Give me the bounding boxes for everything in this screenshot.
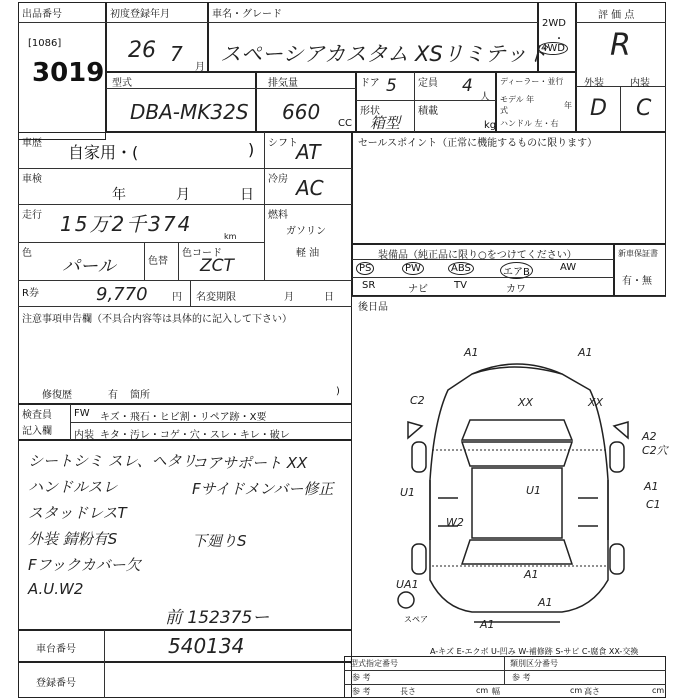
mileage-value: 15万2千374: [60, 212, 193, 236]
left-mirror: [408, 422, 422, 438]
height-label: 高さ: [584, 687, 600, 696]
damage-mark: XX: [518, 396, 534, 409]
sales-label: セールスポイント（正常に機能するものに限ります）: [358, 138, 598, 149]
repair-value: 有: [108, 390, 118, 401]
month-suffix: 月: [195, 62, 205, 73]
spare-label: スペア: [404, 615, 428, 624]
roof: [472, 468, 562, 538]
fw-items: キズ・飛石・ヒビ割・リペア跡・X要: [100, 412, 267, 423]
fw-label: FW: [74, 408, 90, 419]
damage-mark: XX: [588, 396, 604, 409]
warranty-label: 新車保証書: [618, 249, 658, 258]
name-change-label: 名変期限: [196, 292, 236, 303]
dealer-label: ディーラー・並行: [500, 77, 564, 86]
height-unit: cm: [652, 686, 665, 695]
damage-mark: UA1: [396, 578, 419, 591]
equipment-item: AW: [560, 262, 577, 273]
name-change-month: 月: [284, 292, 294, 303]
car-name: スペーシアカスタム XSリミテッド: [220, 42, 548, 66]
lot-number: 3019: [32, 58, 105, 88]
load-label: 積載: [418, 106, 438, 117]
equipment-item: TV: [454, 280, 467, 291]
r-label: R券: [22, 288, 39, 299]
remark-line: Fフックカバー欠: [28, 556, 141, 574]
capacity-unit: 人: [480, 92, 490, 103]
shape-label: 形状: [360, 106, 380, 117]
repair-label: 修復歴: [42, 390, 72, 401]
model-label: 型式: [112, 78, 132, 89]
remark-line: 外装 錆粉有S: [28, 530, 118, 548]
remark-line: スタッドレスT: [28, 504, 127, 522]
inspection-day: 日: [240, 187, 254, 203]
ref-label-3: 参 考: [352, 687, 371, 696]
remark-line-right: Fサイドメンバー修正: [192, 480, 334, 498]
modelyear-suffix: 年: [564, 101, 572, 110]
r-value: 9,770: [96, 284, 148, 305]
equipment-item: ABS: [448, 262, 474, 275]
disp-unit: CC: [338, 118, 352, 129]
model-value: DBA-MK32S: [130, 100, 249, 124]
ref-label-2: 参 考: [512, 673, 531, 682]
chassis-label: 車台番号: [36, 644, 76, 655]
odo-note: 前 152375ー: [165, 608, 270, 628]
notes-label: 注意事項申告欄（不具合内容等は具体的に記入して下さい）: [22, 314, 292, 325]
fuel-light: 軽 油: [296, 248, 320, 259]
width-label: 幅: [492, 687, 500, 696]
grade-value: R: [610, 28, 631, 63]
grade-label: 評 価 点: [598, 10, 635, 21]
windshield: [462, 442, 572, 466]
remark-line-right: 下廻りS: [192, 532, 247, 550]
equipment-item: ナビ: [408, 284, 428, 295]
damage-mark: A1: [464, 346, 479, 359]
fuel-label: 燃料: [268, 210, 288, 221]
mileage-label: 走行: [22, 210, 42, 221]
wheel-fr: [610, 442, 624, 472]
equipment-item: カワ: [506, 284, 526, 295]
cooler-value: AC: [296, 176, 324, 200]
reg-month: 7: [170, 42, 183, 66]
history-value: 自家用・(: [68, 143, 139, 162]
color-code-value: ZCT: [200, 256, 234, 276]
rear-window: [462, 540, 572, 564]
color-change-label: 色替: [148, 256, 168, 267]
damage-mark: A1: [524, 568, 539, 581]
rear-seat-label: 後日品: [358, 302, 388, 313]
doors-value: 5: [386, 76, 397, 96]
equipment-item: PW: [402, 262, 424, 275]
cooler-label: 冷房: [268, 174, 288, 185]
capacity-value: 4: [462, 76, 473, 96]
color-value: パール: [62, 256, 116, 277]
shift-value: AT: [296, 140, 321, 164]
capacity-label: 定員: [418, 78, 438, 89]
inspection-label: 車検: [22, 174, 42, 185]
inspector-label2: 記入欄: [22, 426, 52, 437]
int-insp-label: 内装: [74, 430, 94, 441]
fuel-gas: ガソリン: [286, 226, 326, 237]
damage-mark: U1: [526, 484, 542, 497]
model-designation-label: 型式指定番号: [350, 659, 398, 668]
color-label: 色: [22, 248, 32, 259]
ext-value: D: [590, 96, 607, 121]
length-label: 長さ: [400, 687, 416, 696]
lot-sub: [1086]: [28, 38, 62, 49]
damage-mark: A1: [644, 480, 659, 493]
load-unit: kg: [484, 120, 497, 131]
history-close: ): [248, 140, 255, 159]
repair-place: 箇所: [130, 390, 150, 401]
remark-line: ハンドルスレ: [28, 478, 118, 496]
equipment-item: SR: [362, 280, 376, 291]
damage-mark: W2: [446, 516, 464, 529]
remark-line-right: コアサポート XX: [192, 454, 308, 472]
front-bumper: [472, 364, 562, 374]
registration-label: 登録番号: [36, 678, 76, 689]
doors-label: ドア: [360, 78, 380, 89]
damage-mark: A1: [480, 618, 495, 631]
right-mirror: [614, 422, 628, 438]
inspection-month: 月: [176, 187, 190, 203]
reg-year: 26: [128, 38, 156, 63]
warranty-value: 有・無: [622, 276, 652, 287]
shape-value: 箱型: [370, 114, 401, 132]
damage-mark: A1: [578, 346, 593, 359]
ext-label: 外装: [584, 78, 604, 89]
int-value: C: [636, 96, 652, 121]
wheel-rl: [412, 544, 426, 574]
car-damage-diagram: [352, 330, 672, 640]
damage-legend: A-キズ E-エクボ U-凹み W-補修跡 S-サビ C-腐食 XX-交換: [430, 647, 639, 656]
handle-label: ハンドル 左・右: [500, 119, 559, 128]
equipment-label: 装備品（純正品に限り○をつけてください）: [378, 250, 577, 261]
drive-4wd: 4WD: [538, 42, 568, 55]
ref-label-1: 参 考: [352, 673, 371, 682]
shift-label: シフト: [268, 138, 298, 149]
remark-line: シートシミ スレ、ヘタリ: [28, 452, 197, 470]
repair-close: ): [336, 386, 340, 397]
category-label: 類別区分番号: [510, 659, 558, 668]
damage-mark: A2: [642, 430, 657, 443]
color-code-label: 色コード: [182, 248, 222, 259]
damage-mark: C2穴: [642, 444, 668, 457]
drive-dot: ・: [554, 34, 564, 45]
disp-label: 排気量: [268, 78, 298, 89]
inspector-label1: 検査員: [22, 410, 52, 421]
chassis-value: 540134: [168, 634, 245, 658]
r-unit: 円: [172, 292, 182, 303]
disp-value: 660: [282, 100, 321, 124]
lot-label: 出品番号: [22, 9, 62, 20]
modelyear-label: モデル 年式: [500, 95, 535, 115]
length-unit: cm: [476, 686, 489, 695]
damage-mark: C2: [410, 394, 425, 407]
damage-mark: A1: [538, 596, 553, 609]
int-label: 内装: [630, 78, 650, 89]
mileage-unit: km: [224, 232, 237, 241]
equipment-item: エアB: [500, 262, 533, 279]
width-unit: cm: [570, 686, 583, 695]
wheel-rr: [610, 544, 624, 574]
inspection-year: 年: [112, 187, 126, 203]
remark-line: A.U.W2: [28, 580, 84, 598]
name-label: 車名・グレード: [212, 9, 282, 20]
int-items: キタ・汚レ・コゲ・穴・スレ・キレ・破レ: [100, 430, 290, 441]
reg-label: 初度登録年月: [110, 9, 170, 20]
wheel-fl: [412, 442, 426, 472]
drive-2wd: 2WD: [542, 18, 566, 29]
damage-mark: C1: [646, 498, 661, 511]
history-label: 車歴: [22, 138, 42, 149]
damage-mark: U1: [400, 486, 416, 499]
spare-tire: [398, 592, 414, 608]
hood: [462, 420, 572, 440]
name-change-day: 日: [324, 292, 334, 303]
equipment-item: PS: [356, 262, 374, 275]
